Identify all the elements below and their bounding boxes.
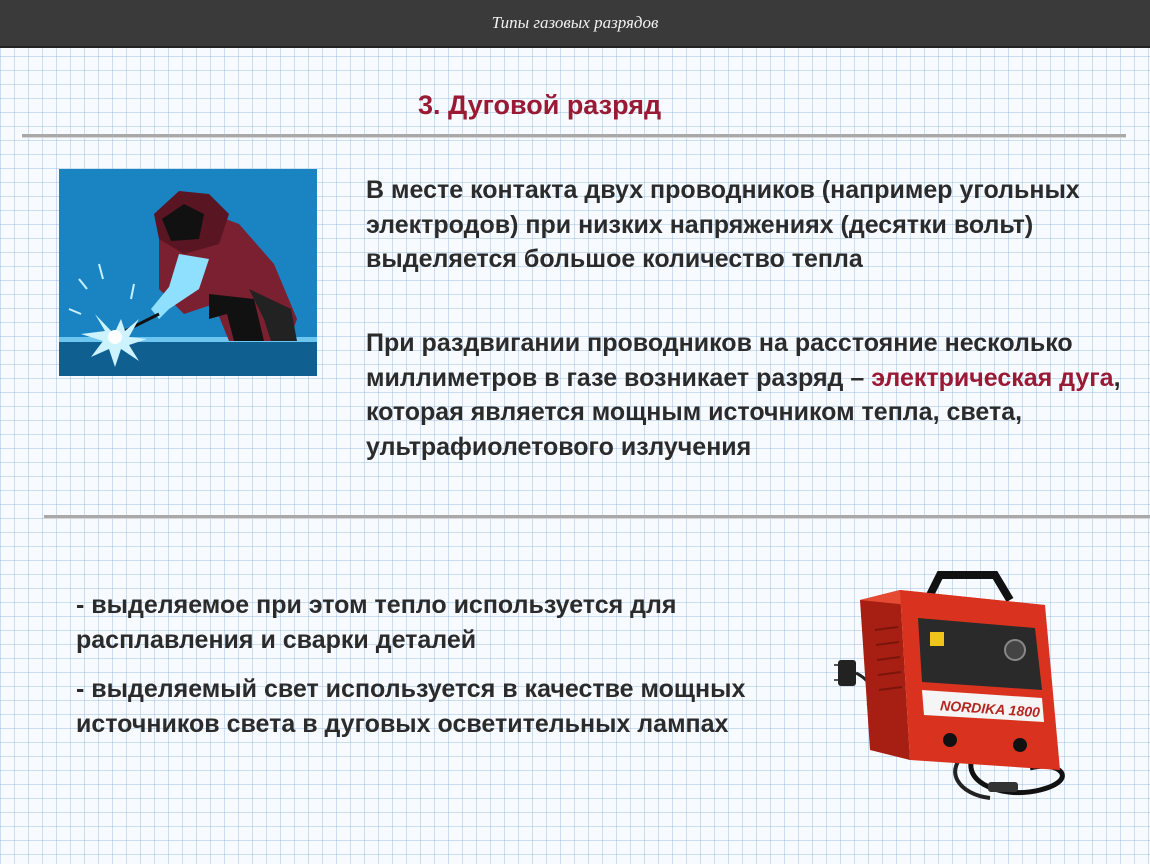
header-title: Типы газовых разрядов (491, 13, 659, 32)
paragraph-arc-text-2: , которая является мощным источником тепла, света, ультрафиолетового излучения (366, 363, 1121, 461)
header-bar (0, 0, 1150, 48)
divider-bottom (44, 515, 1150, 519)
electric-arc-highlight: электрическая дуга (871, 363, 1114, 392)
bullet-heat-usage: - выделяемое при этом тепло используется для расплавления и сварки деталей (76, 591, 677, 654)
paragraph-arc-separation (366, 326, 1126, 464)
welding-machine-photo (830, 570, 1090, 806)
divider-top (22, 134, 1126, 138)
paragraph-arc-contact: В месте контакта двух проводников (например угольных электродов) при низких напряжениях (десятки вольт) выделяется большое количество тепла (366, 176, 1080, 273)
paragraph-arc-text-1: При раздвигании проводников на расстояние несколько миллиметров в газе возникает разряд – (366, 329, 1073, 392)
machine-label: NORDIKA 1800 (939, 697, 1041, 721)
bullet-light-usage: - выделяемый свет используется в качестве мощных источников света в дуговых осветительных лампах (76, 675, 746, 738)
welder-illustration (59, 169, 317, 376)
slide-title: 3. Дуговой разряд (418, 90, 662, 120)
